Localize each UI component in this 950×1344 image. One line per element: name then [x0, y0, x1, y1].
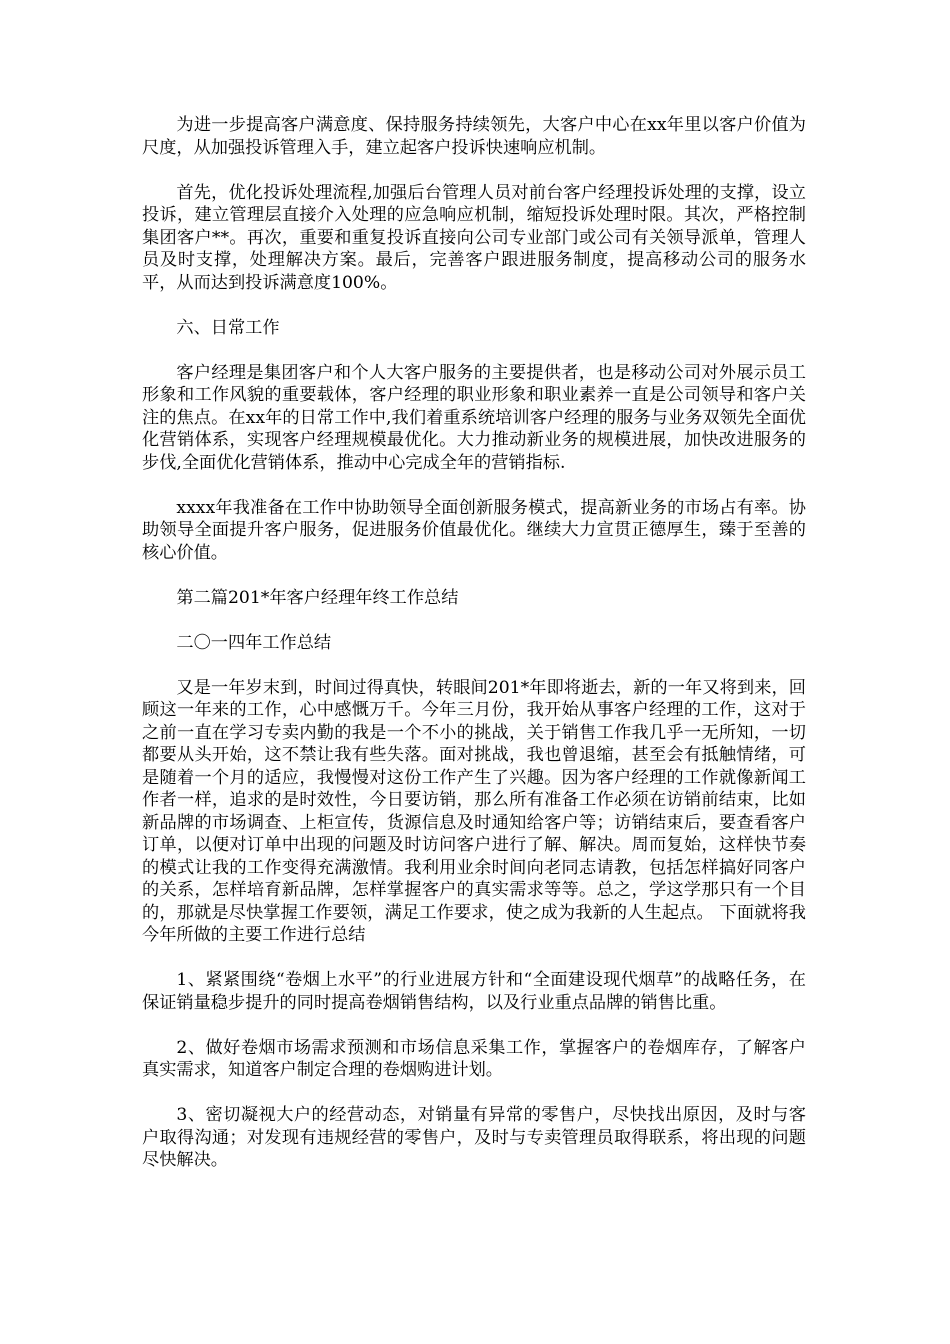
paragraph-item-1: 1、紧紧围绕“卷烟上水平”的行业进展方针和“全面建设现代烟草”的战略任务，在保证销量稳步提升的同时提高卷烟销售结构，以及行业重点品牌的销售比重。 — [142, 970, 806, 1013]
paragraph-item-3: 3、密切凝视大户的经营动态，对销量有异常的零售户，尽快找出原因，及时与客户取得沟通；对发现有违规经营的零售户，及时与专卖管理员取得联系，将出现的问题尽快解决。 — [142, 1105, 806, 1170]
paragraph-item-2: 2、做好卷烟市场需求预测和市场信息采集工作，掌握客户的卷烟库存，了解客户真实需求，知道客户制定合理的卷烟购进计划。 — [142, 1037, 806, 1080]
paragraph-complaint-process: 首先，优化投诉处理流程,加强后台管理人员对前台客户经理投诉处理的支撑，设立投诉，建立管理层直接介入处理的应急响应机制，缩短投诉处理时限。其次，严格控制集团客户**。再次，重要和重复投诉直接向公司专业部门或公司有关领导派单，管理人员及时支撑，处理解决方案。最后，完善客户跟进服务制度，提高移动公司的服务水平，从而达到投诉满意度100%。 — [142, 182, 806, 293]
article-title-second: 第二篇201*年客户经理年终工作总结 — [176, 587, 459, 608]
article-subtitle-2014: 二〇一四年工作总结 — [176, 632, 332, 653]
document-body — [142, 114, 806, 1194]
paragraph-complaint-mechanism: 为进一步提高客户满意度、保持服务持续领先，大客户中心在xx年里以客户价值为尺度，从加强投诉管理入手，建立起客户投诉快速响应机制。 — [142, 115, 806, 158]
paragraph-daily-work: 客户经理是集团客户和个人大客户服务的主要提供者，也是移动公司对外展示员工形象和工作风貌的重要载体，客户经理的职业形象和职业素养一直是公司领导和客户关注的焦点。在xx年的日常工作中,我们着重系统培训客户经理的服务与业务双领先全面优化营销体系，实现客户经理规模最优化。大力推动新业务的规模进展，加快改进服务的步伐,全面优化营销体系，推动中心完成全年的营销指标. — [142, 362, 806, 473]
paragraph-next-year-plan: xxxx年我准备在工作中协助领导全面创新服务模式，提高新业务的市场占有率。协助领导全面提升客户服务，促进服务价值最优化。继续大力宣贯正德厚生，臻于至善的核心价值。 — [142, 497, 806, 563]
section-heading-daily-work: 六、日常工作 — [176, 317, 280, 338]
paragraph-year-review: 又是一年岁末到，时间过得真快，转眼间201*年即将逝去，新的一年又将到来，回顾这一年来的工作，心中感慨万千。今年三月份，我开始从事客户经理的工作，这对于之前一直在学习专卖内勤的我是一个不小的挑战，关于销售工作我几乎一无所知，一切都要从头开始，这不禁让我有些失落。面对挑战，我也曾退缩，甚至会有抵触情绪，可是随着一个月的适应，我慢慢对这份工作产生了兴趣。因为客户经理的工作就像新闻工作者一样，追求的是时效性，今日要访销，那么所有准备工作必须在访销前结束，比如新品牌的市场调查、上柜宣传，货源信息及时通知给客户等；访销结束后，要查看客户订单，以便对订单中出现的问题及时访问客户进行了解、解决。周而复始，这样快节奏的模式让我的工作变得充满激情。我利用业余时间向老同志请教，包括怎样搞好同客户的关系，怎样培育新品牌，怎样掌握客户的真实需求等等。总之，学这学那只有一个目的，那就是尽快掌握工作要领，满足工作要求，使之成为我新的人生起点。 下面就将我今年所做的主要工作进行总结 — [142, 677, 806, 945]
